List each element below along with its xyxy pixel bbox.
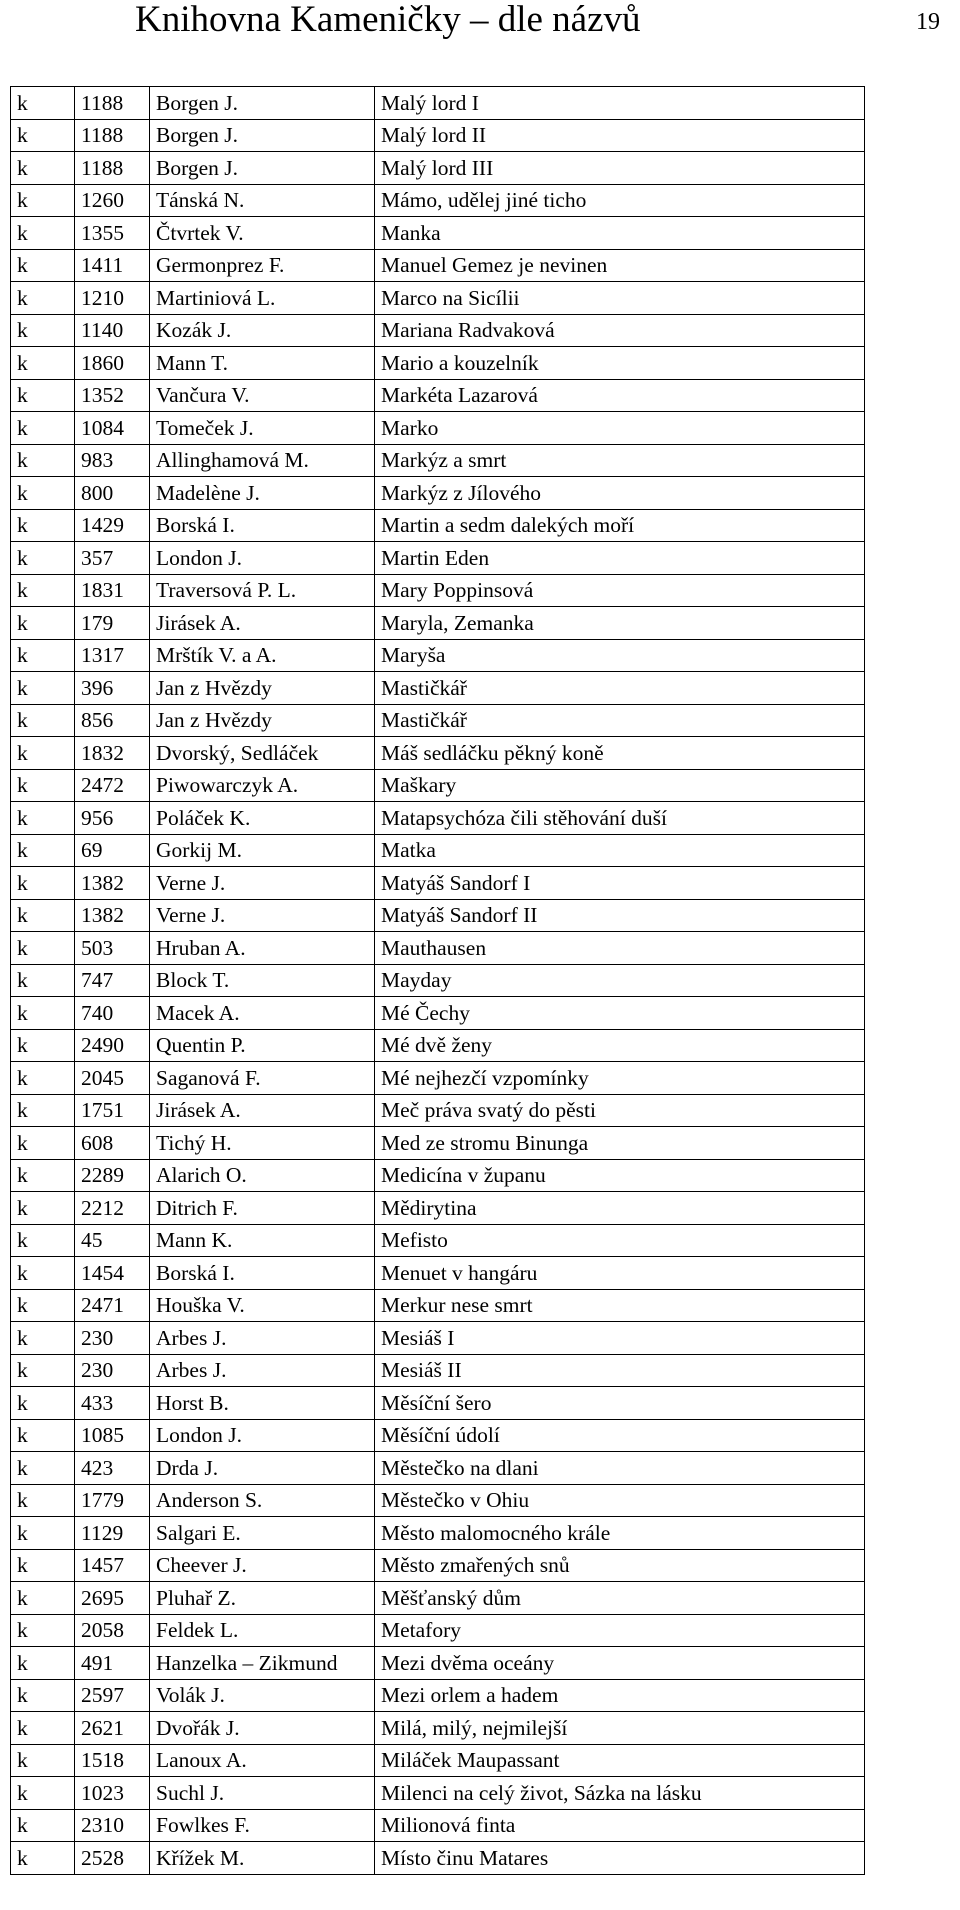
cell-author: Cheever J. bbox=[150, 1549, 375, 1582]
table-row bbox=[11, 282, 865, 315]
cell-number: 1260 bbox=[75, 184, 150, 217]
cell-number: 1140 bbox=[75, 314, 150, 347]
cell-author: Dvorský, Sedláček bbox=[150, 737, 375, 770]
table-row bbox=[11, 217, 865, 250]
cell-type: k bbox=[11, 184, 75, 217]
cell-title: Mezi dvěma oceány bbox=[375, 1647, 865, 1680]
cell-author: Borgen J. bbox=[150, 152, 375, 185]
table-row bbox=[11, 347, 865, 380]
cell-author: Macek A. bbox=[150, 997, 375, 1030]
cell-author: Block T. bbox=[150, 964, 375, 997]
cell-number: 1188 bbox=[75, 119, 150, 152]
cell-type: k bbox=[11, 737, 75, 770]
cell-type: k bbox=[11, 379, 75, 412]
cell-title: Mary Poppinsová bbox=[375, 574, 865, 607]
table-row bbox=[11, 249, 865, 282]
cell-author: Borgen J. bbox=[150, 119, 375, 152]
cell-number: 1188 bbox=[75, 87, 150, 120]
cell-title: Medicína v županu bbox=[375, 1159, 865, 1192]
cell-number: 1188 bbox=[75, 152, 150, 185]
cell-number: 1382 bbox=[75, 867, 150, 900]
cell-author: Horst B. bbox=[150, 1387, 375, 1420]
cell-title: Městečko na dlani bbox=[375, 1452, 865, 1485]
cell-number: 357 bbox=[75, 542, 150, 575]
cell-type: k bbox=[11, 704, 75, 737]
cell-title: Mayday bbox=[375, 964, 865, 997]
cell-number: 2045 bbox=[75, 1062, 150, 1095]
cell-type: k bbox=[11, 769, 75, 802]
cell-author: Jan z Hvězdy bbox=[150, 672, 375, 705]
cell-title: Maryla, Zemanka bbox=[375, 607, 865, 640]
cell-type: k bbox=[11, 802, 75, 835]
cell-type: k bbox=[11, 477, 75, 510]
cell-title: Matyáš Sandorf II bbox=[375, 899, 865, 932]
cell-number: 608 bbox=[75, 1127, 150, 1160]
cell-number: 1518 bbox=[75, 1744, 150, 1777]
cell-number: 2471 bbox=[75, 1289, 150, 1322]
cell-title: Maškary bbox=[375, 769, 865, 802]
cell-title: Marco na Sicílii bbox=[375, 282, 865, 315]
table-row bbox=[11, 802, 865, 835]
cell-title: Meč práva svatý do pěsti bbox=[375, 1094, 865, 1127]
cell-number: 1023 bbox=[75, 1777, 150, 1810]
cell-type: k bbox=[11, 1614, 75, 1647]
table-row bbox=[11, 1842, 865, 1875]
cell-title: Mé Čechy bbox=[375, 997, 865, 1030]
cell-title: Milá, milý, nejmilejší bbox=[375, 1712, 865, 1745]
cell-type: k bbox=[11, 1062, 75, 1095]
cell-title: Matapsychóza čili stěhování duší bbox=[375, 802, 865, 835]
table-row bbox=[11, 899, 865, 932]
cell-number: 1210 bbox=[75, 282, 150, 315]
cell-type: k bbox=[11, 347, 75, 380]
cell-author: Čtvrtek V. bbox=[150, 217, 375, 250]
cell-number: 856 bbox=[75, 704, 150, 737]
cell-number: 956 bbox=[75, 802, 150, 835]
cell-author: Allinghamová M. bbox=[150, 444, 375, 477]
cell-number: 45 bbox=[75, 1224, 150, 1257]
table-row bbox=[11, 1289, 865, 1322]
table-row bbox=[11, 152, 865, 185]
cell-author: Křížek M. bbox=[150, 1842, 375, 1875]
cell-number: 2597 bbox=[75, 1679, 150, 1712]
cell-author: Tichý H. bbox=[150, 1127, 375, 1160]
cell-title: Místo činu Matares bbox=[375, 1842, 865, 1875]
cell-author: London J. bbox=[150, 542, 375, 575]
cell-title: Manka bbox=[375, 217, 865, 250]
cell-type: k bbox=[11, 87, 75, 120]
cell-title: Miláček Maupassant bbox=[375, 1744, 865, 1777]
cell-type: k bbox=[11, 1582, 75, 1615]
cell-type: k bbox=[11, 1354, 75, 1387]
cell-type: k bbox=[11, 1127, 75, 1160]
cell-type: k bbox=[11, 1712, 75, 1745]
table-row bbox=[11, 997, 865, 1030]
cell-author: Hruban A. bbox=[150, 932, 375, 965]
cell-author: Tánská N. bbox=[150, 184, 375, 217]
cell-author: Jan z Hvězdy bbox=[150, 704, 375, 737]
table-row bbox=[11, 1679, 865, 1712]
cell-title: Mario a kouzelník bbox=[375, 347, 865, 380]
table-row bbox=[11, 1809, 865, 1842]
cell-type: k bbox=[11, 1679, 75, 1712]
cell-title: Metafory bbox=[375, 1614, 865, 1647]
cell-author: Suchl J. bbox=[150, 1777, 375, 1810]
cell-author: Feldek L. bbox=[150, 1614, 375, 1647]
cell-number: 2621 bbox=[75, 1712, 150, 1745]
cell-author: Mann T. bbox=[150, 347, 375, 380]
table-row bbox=[11, 1159, 865, 1192]
cell-title: Měšťanský dům bbox=[375, 1582, 865, 1615]
cell-number: 179 bbox=[75, 607, 150, 640]
cell-type: k bbox=[11, 834, 75, 867]
cell-number: 2058 bbox=[75, 1614, 150, 1647]
cell-title: Mědirytina bbox=[375, 1192, 865, 1225]
cell-author: Pluhař Z. bbox=[150, 1582, 375, 1615]
cell-title: Milenci na celý život, Sázka na lásku bbox=[375, 1777, 865, 1810]
cell-number: 1084 bbox=[75, 412, 150, 445]
cell-type: k bbox=[11, 607, 75, 640]
cell-number: 1085 bbox=[75, 1419, 150, 1452]
cell-type: k bbox=[11, 1647, 75, 1680]
cell-type: k bbox=[11, 672, 75, 705]
table-row bbox=[11, 1127, 865, 1160]
cell-number: 740 bbox=[75, 997, 150, 1030]
cell-type: k bbox=[11, 217, 75, 250]
cell-type: k bbox=[11, 639, 75, 672]
cell-type: k bbox=[11, 282, 75, 315]
cell-type: k bbox=[11, 1094, 75, 1127]
cell-title: Mé dvě ženy bbox=[375, 1029, 865, 1062]
cell-type: k bbox=[11, 119, 75, 152]
cell-author: Madelène J. bbox=[150, 477, 375, 510]
cell-number: 2472 bbox=[75, 769, 150, 802]
cell-number: 1779 bbox=[75, 1484, 150, 1517]
cell-type: k bbox=[11, 1517, 75, 1550]
cell-title: Markýz z Jílového bbox=[375, 477, 865, 510]
cell-author: Poláček K. bbox=[150, 802, 375, 835]
cell-number: 1317 bbox=[75, 639, 150, 672]
cell-title: Mesiáš II bbox=[375, 1354, 865, 1387]
cell-title: Mámo, udělej jiné ticho bbox=[375, 184, 865, 217]
cell-author: Jirásek A. bbox=[150, 607, 375, 640]
table-row bbox=[11, 574, 865, 607]
table-row bbox=[11, 1744, 865, 1777]
table-row bbox=[11, 87, 865, 120]
cell-number: 423 bbox=[75, 1452, 150, 1485]
cell-author: Verne J. bbox=[150, 867, 375, 900]
table-row bbox=[11, 1354, 865, 1387]
cell-number: 1751 bbox=[75, 1094, 150, 1127]
cell-type: k bbox=[11, 314, 75, 347]
table-row bbox=[11, 932, 865, 965]
cell-title: Městečko v Ohiu bbox=[375, 1484, 865, 1517]
cell-author: Borgen J. bbox=[150, 87, 375, 120]
cell-author: Arbes J. bbox=[150, 1354, 375, 1387]
table-row bbox=[11, 1647, 865, 1680]
table-row bbox=[11, 119, 865, 152]
table-row bbox=[11, 834, 865, 867]
cell-type: k bbox=[11, 1484, 75, 1517]
cell-number: 2212 bbox=[75, 1192, 150, 1225]
cell-title: Malý lord III bbox=[375, 152, 865, 185]
cell-number: 2528 bbox=[75, 1842, 150, 1875]
cell-type: k bbox=[11, 1224, 75, 1257]
cell-title: Menuet v hangáru bbox=[375, 1257, 865, 1290]
cell-author: Gorkij M. bbox=[150, 834, 375, 867]
cell-author: Borská I. bbox=[150, 509, 375, 542]
table-row bbox=[11, 1549, 865, 1582]
cell-title: Mé nejhezčí vzpomínky bbox=[375, 1062, 865, 1095]
cell-type: k bbox=[11, 964, 75, 997]
cell-type: k bbox=[11, 1842, 75, 1875]
cell-number: 1382 bbox=[75, 899, 150, 932]
cell-number: 230 bbox=[75, 1354, 150, 1387]
table-row bbox=[11, 314, 865, 347]
cell-number: 1831 bbox=[75, 574, 150, 607]
cell-number: 1411 bbox=[75, 249, 150, 282]
cell-number: 2310 bbox=[75, 1809, 150, 1842]
table-row bbox=[11, 1094, 865, 1127]
cell-type: k bbox=[11, 542, 75, 575]
cell-title: Matyáš Sandorf I bbox=[375, 867, 865, 900]
page-number: 19 bbox=[916, 9, 940, 35]
cell-title: Mefisto bbox=[375, 1224, 865, 1257]
cell-title: Mauthausen bbox=[375, 932, 865, 965]
cell-title: Martin Eden bbox=[375, 542, 865, 575]
cell-type: k bbox=[11, 574, 75, 607]
table-row bbox=[11, 444, 865, 477]
cell-number: 1355 bbox=[75, 217, 150, 250]
cell-type: k bbox=[11, 899, 75, 932]
cell-number: 433 bbox=[75, 1387, 150, 1420]
table-row bbox=[11, 379, 865, 412]
cell-title: Markéta Lazarová bbox=[375, 379, 865, 412]
cell-type: k bbox=[11, 867, 75, 900]
cell-author: Houška V. bbox=[150, 1289, 375, 1322]
cell-title: Med ze stromu Binunga bbox=[375, 1127, 865, 1160]
cell-author: Mrštík V. a A. bbox=[150, 639, 375, 672]
table-row bbox=[11, 607, 865, 640]
cell-title: Mariana Radvaková bbox=[375, 314, 865, 347]
cell-author: Ditrich F. bbox=[150, 1192, 375, 1225]
cell-title: Maryša bbox=[375, 639, 865, 672]
table-row bbox=[11, 704, 865, 737]
table-row bbox=[11, 1582, 865, 1615]
cell-number: 1454 bbox=[75, 1257, 150, 1290]
table-row bbox=[11, 769, 865, 802]
catalog-body bbox=[11, 87, 865, 1875]
cell-type: k bbox=[11, 1452, 75, 1485]
cell-type: k bbox=[11, 1387, 75, 1420]
cell-title: Manuel Gemez je nevinen bbox=[375, 249, 865, 282]
cell-title: Mastičkář bbox=[375, 704, 865, 737]
cell-author: Saganová F. bbox=[150, 1062, 375, 1095]
cell-type: k bbox=[11, 152, 75, 185]
cell-title: Měsíční údolí bbox=[375, 1419, 865, 1452]
cell-author: Mann K. bbox=[150, 1224, 375, 1257]
table-row bbox=[11, 1712, 865, 1745]
cell-type: k bbox=[11, 1744, 75, 1777]
cell-author: Kozák J. bbox=[150, 314, 375, 347]
cell-number: 1860 bbox=[75, 347, 150, 380]
cell-type: k bbox=[11, 444, 75, 477]
cell-author: Salgari E. bbox=[150, 1517, 375, 1550]
cell-number: 503 bbox=[75, 932, 150, 965]
cell-type: k bbox=[11, 509, 75, 542]
table-row bbox=[11, 1484, 865, 1517]
table-row bbox=[11, 1452, 865, 1485]
table-row bbox=[11, 1192, 865, 1225]
table-row bbox=[11, 1322, 865, 1355]
cell-type: k bbox=[11, 1257, 75, 1290]
cell-number: 230 bbox=[75, 1322, 150, 1355]
cell-author: Volák J. bbox=[150, 1679, 375, 1712]
table-row bbox=[11, 1224, 865, 1257]
cell-number: 1832 bbox=[75, 737, 150, 770]
table-row bbox=[11, 1517, 865, 1550]
cell-title: Mastičkář bbox=[375, 672, 865, 705]
cell-author: Drda J. bbox=[150, 1452, 375, 1485]
cell-title: Martin a sedm dalekých moří bbox=[375, 509, 865, 542]
cell-title: Milionová finta bbox=[375, 1809, 865, 1842]
cell-title: Matka bbox=[375, 834, 865, 867]
cell-title: Mezi orlem a hadem bbox=[375, 1679, 865, 1712]
cell-author: Vančura V. bbox=[150, 379, 375, 412]
cell-type: k bbox=[11, 1777, 75, 1810]
cell-author: Dvořák J. bbox=[150, 1712, 375, 1745]
cell-number: 1129 bbox=[75, 1517, 150, 1550]
cell-number: 1429 bbox=[75, 509, 150, 542]
cell-author: Fowlkes F. bbox=[150, 1809, 375, 1842]
cell-type: k bbox=[11, 1029, 75, 1062]
cell-number: 1352 bbox=[75, 379, 150, 412]
cell-author: Tomeček J. bbox=[150, 412, 375, 445]
table-row bbox=[11, 184, 865, 217]
cell-number: 2695 bbox=[75, 1582, 150, 1615]
cell-author: Anderson S. bbox=[150, 1484, 375, 1517]
cell-author: Piwowarczyk A. bbox=[150, 769, 375, 802]
cell-type: k bbox=[11, 1419, 75, 1452]
cell-title: Merkur nese smrt bbox=[375, 1289, 865, 1322]
cell-number: 2490 bbox=[75, 1029, 150, 1062]
table-row bbox=[11, 737, 865, 770]
cell-number: 396 bbox=[75, 672, 150, 705]
cell-number: 69 bbox=[75, 834, 150, 867]
cell-title: Mesiáš I bbox=[375, 1322, 865, 1355]
table-row bbox=[11, 1257, 865, 1290]
cell-type: k bbox=[11, 412, 75, 445]
catalog-table bbox=[10, 86, 865, 1875]
cell-type: k bbox=[11, 1322, 75, 1355]
cell-author: Verne J. bbox=[150, 899, 375, 932]
cell-type: k bbox=[11, 249, 75, 282]
table-row bbox=[11, 639, 865, 672]
cell-number: 983 bbox=[75, 444, 150, 477]
cell-title: Máš sedláčku pěkný koně bbox=[375, 737, 865, 770]
cell-type: k bbox=[11, 997, 75, 1030]
page-header bbox=[0, 0, 960, 60]
cell-number: 2289 bbox=[75, 1159, 150, 1192]
cell-type: k bbox=[11, 932, 75, 965]
table-row bbox=[11, 412, 865, 445]
cell-title: Markýz a smrt bbox=[375, 444, 865, 477]
cell-title: Malý lord II bbox=[375, 119, 865, 152]
cell-number: 747 bbox=[75, 964, 150, 997]
cell-number: 800 bbox=[75, 477, 150, 510]
cell-title: Malý lord I bbox=[375, 87, 865, 120]
cell-author: Hanzelka – Zikmund bbox=[150, 1647, 375, 1680]
cell-author: Jirásek A. bbox=[150, 1094, 375, 1127]
cell-author: Alarich O. bbox=[150, 1159, 375, 1192]
cell-type: k bbox=[11, 1289, 75, 1322]
table-row bbox=[11, 509, 865, 542]
cell-author: Germonprez F. bbox=[150, 249, 375, 282]
table-row bbox=[11, 964, 865, 997]
cell-title: Město malomocného krále bbox=[375, 1517, 865, 1550]
table-row bbox=[11, 867, 865, 900]
cell-number: 491 bbox=[75, 1647, 150, 1680]
cell-author: Quentin P. bbox=[150, 1029, 375, 1062]
table-row bbox=[11, 1387, 865, 1420]
cell-type: k bbox=[11, 1192, 75, 1225]
cell-title: Měsíční šero bbox=[375, 1387, 865, 1420]
table-row bbox=[11, 1419, 865, 1452]
cell-type: k bbox=[11, 1159, 75, 1192]
cell-author: Martiniová L. bbox=[150, 282, 375, 315]
table-row bbox=[11, 1062, 865, 1095]
cell-author: London J. bbox=[150, 1419, 375, 1452]
cell-type: k bbox=[11, 1549, 75, 1582]
table-row bbox=[11, 477, 865, 510]
table-row bbox=[11, 1029, 865, 1062]
table-row bbox=[11, 542, 865, 575]
cell-type: k bbox=[11, 1809, 75, 1842]
table-row bbox=[11, 1777, 865, 1810]
cell-author: Traversová P. L. bbox=[150, 574, 375, 607]
cell-number: 1457 bbox=[75, 1549, 150, 1582]
cell-title: Marko bbox=[375, 412, 865, 445]
cell-title: Město zmařených snů bbox=[375, 1549, 865, 1582]
cell-author: Borská I. bbox=[150, 1257, 375, 1290]
table-row bbox=[11, 672, 865, 705]
cell-author: Lanoux A. bbox=[150, 1744, 375, 1777]
cell-author: Arbes J. bbox=[150, 1322, 375, 1355]
table-row bbox=[11, 1614, 865, 1647]
page-title: Knihovna Kameničky – dle názvů bbox=[135, 0, 641, 40]
